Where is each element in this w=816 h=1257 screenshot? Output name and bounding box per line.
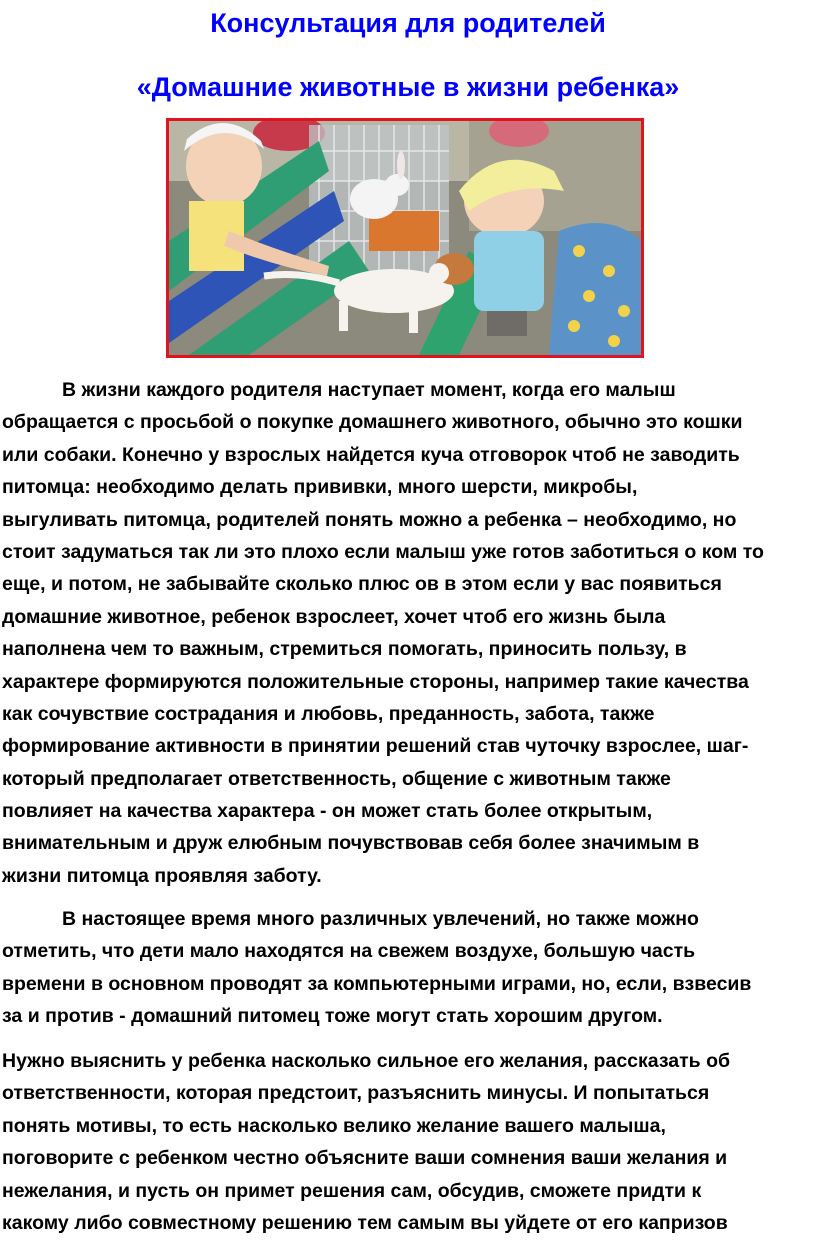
text-line: понять мотивы, то есть насколько велико желание вашего малыша,	[2, 1114, 666, 1137]
text-line: какому либо совместному решению тем самым вы уйдете от его капризов	[2, 1211, 728, 1234]
text-line: В жизни каждого родителя наступает момент, когда его малыш	[62, 379, 676, 401]
text-line: нежелания, и пусть он примет решения сам, обсудив, сможете придти к	[2, 1179, 702, 1202]
text-line: характере формируются положительные стороны, например такие качества	[2, 670, 749, 693]
text-line: формирование активности в принятии решений став чуточку взрослее, шаг-	[2, 735, 749, 758]
text-line: домашние животное, ребенок взрослеет, хочет чтоб его жизнь была	[2, 605, 666, 628]
text-line: который предполагает ответственность, общение с животным также	[2, 767, 671, 790]
text-line: обращается с просьбой о покупке домашнего животного, обычно это кошки	[2, 411, 743, 434]
paragraph-2	[2, 903, 814, 1033]
text-line: за и против - домашний питомец тоже могут стать хорошим другом.	[2, 1005, 663, 1028]
text-line: внимательным и друж елюбным почувствовав себя более значимым в	[2, 832, 700, 855]
text-line: или собаки. Конечно у взрослых найдется куча отговорок чтоб не заводить	[2, 443, 740, 466]
text-line: как сочувствие сострадания и любовь, преданность, забота, также	[2, 702, 655, 725]
photo-illustration	[169, 121, 641, 355]
text-line: В настоящее время много различных увлечений, но также можно	[62, 908, 699, 930]
text-line: наполнена чем то важным, стремиться помогать, приносить пользу, в	[2, 638, 687, 661]
title-line-2: «Домашние животные в жизни ребенка»	[136, 72, 680, 102]
text-line: питомца: необходимо делать прививки, много шерсти, микробы,	[2, 476, 638, 499]
text-line: отметить, что дети мало находятся на свежем воздухе, большую часть	[2, 940, 696, 963]
text-line: поговорите с ребенком честно объясните ваши сомнения ваши желания и	[2, 1147, 728, 1170]
text-line: повлияет на качества характера - он может стать более открытым,	[2, 800, 653, 823]
text-line: времени в основном проводят за компьютерными играми, но, если, взвесив	[2, 972, 752, 995]
text-line: жизни питомца проявляя заботу.	[2, 864, 322, 887]
paragraph-3	[2, 1045, 814, 1239]
text-line: еще, и потом, не забывайте сколько плюс ов в этом если у вас появиться	[2, 573, 722, 596]
text-line: Нужно выяснить у ребенка насколько сильное его желания, рассказать об	[2, 1050, 731, 1072]
title-line-1: Консультация для родителей	[210, 8, 606, 38]
paragraph-1	[2, 374, 814, 892]
children-with-pets-photo	[166, 118, 644, 358]
text-line: выгуливать питомца, родителей понять можно а ребенка – необходимо, но	[2, 508, 737, 531]
text-line: стоит задуматься так ли это плохо если малыш уже готов заботиться о ком то	[2, 540, 764, 563]
text-line: ответственности, которая предстоит, разъяснить минусы. И попытаться	[2, 1082, 710, 1105]
